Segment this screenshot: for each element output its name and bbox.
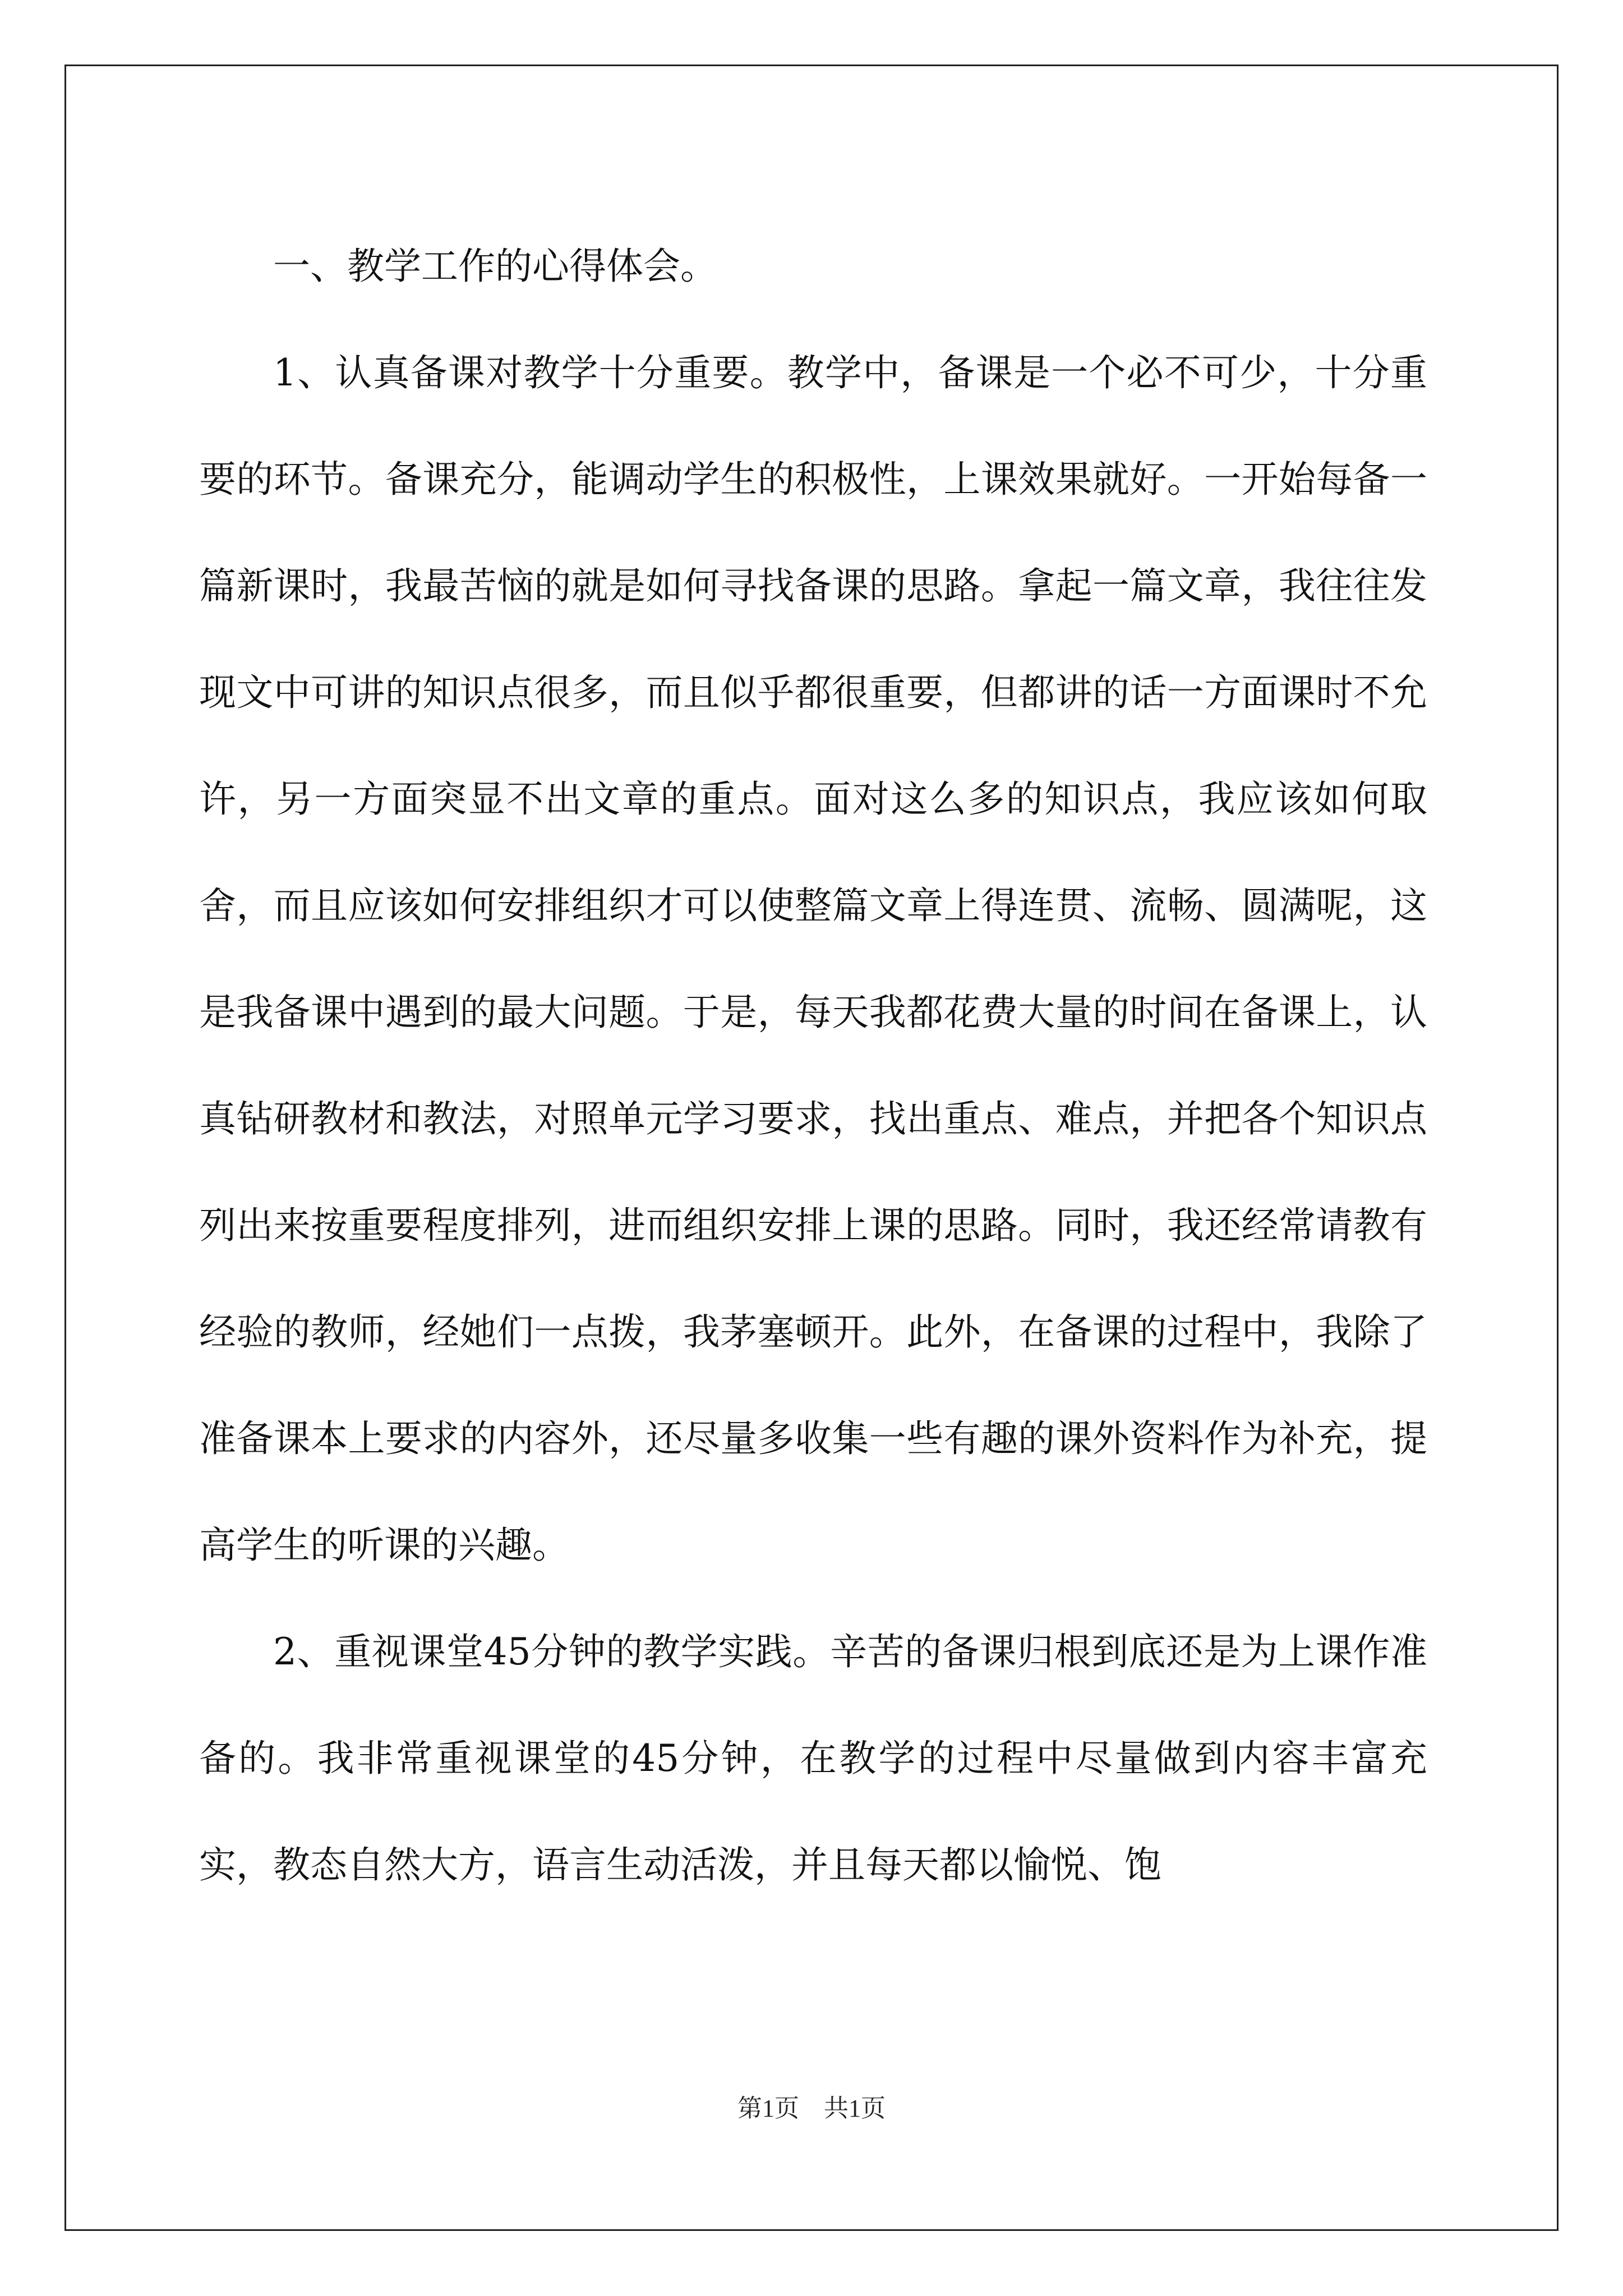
page-footer: 第1页 共1页 — [737, 2095, 886, 2122]
section-heading: 一、教学工作的心得体会。 — [273, 245, 717, 288]
paragraph-1: 1、认真备课对教学十分重要。教学中，备课是一个必不可少，十分重要的环节。备课充分，能调动学生的积极性，上课效果就好。一开始每备一篇新课时，我最苦恼的就是如何寻找备课的思路。拿起一篇文章，我往往发现文中可讲的知识点很多，而且似乎都很重要，但都讲的话一方面课时不允许，另一方面突显不出文章的重点。面对这么多的知识点，我应该如何取舍，而且应该如何安排组织才可以使整篇文章上得连贯、流畅、圆满呢，这是我备课中遇到的最大问题。于是，每天我都花费大量的时间在备课上，认真钻研教材和教法，对照单元学习要求，找出重点、难点，并把各个知识点列出来按重要程度排列，进而组织安排上课的思路。同时，我还经常请教有经验的教师，经她们一点拨，我茅塞顿开。此外，在备课的过程中，我除了准备课本上要求的内容外，还尽量多收集一些有趣的课外资料作为补充，提高学生的听课的兴趣。 — [199, 351, 1427, 1567]
paragraph-2: 2、重视课堂45分钟的教学实践。辛苦的备课归根到底还是为上课作准备的。我非常重视课堂的45分钟，在教学的过程中尽量做到内容丰富充实，教态自然大方，语言生动活泼，并且每天都以愉悦、饱 — [199, 1630, 1427, 1887]
document-body — [199, 213, 1427, 1918]
